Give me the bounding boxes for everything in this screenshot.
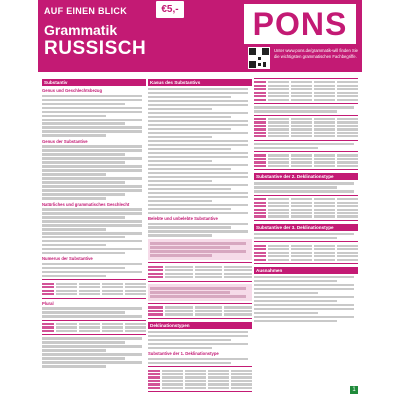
column-2 (148, 76, 252, 394)
subheading-genus-geschlechtsbezug: Genus und Geschlechtsbezug (42, 88, 103, 93)
header-band (38, 0, 362, 72)
section-kasus: Kasus des Substantivs (148, 79, 252, 86)
page-number-badge: 1 (350, 386, 358, 394)
paradigm-table-low (254, 151, 358, 170)
price-badge: €5,- (156, 1, 184, 18)
unbelebte-table (148, 303, 252, 319)
deklination-3-table (254, 241, 358, 264)
column-3 (254, 76, 358, 394)
numerus-table (42, 279, 146, 298)
title-russisch: RUSSISCH (44, 38, 147, 59)
section-deklinationstypen: Deklinationstypen (148, 322, 252, 329)
subheading-natuerliches-geschlecht: Natürliches und grammatisches Geschlecht (42, 201, 130, 207)
subheading-belebte: Belebte und unbelebte Substantive (148, 215, 218, 221)
kicker-text: AUF EINEN BLICK (44, 6, 127, 16)
section-substantiv: Substantiv (42, 79, 146, 86)
section-deklination-2: Substantive der 2. Deklinationstype (254, 173, 358, 180)
column-1 (42, 76, 146, 394)
qr-caption: Unter www.pons.de/grammatik-will finden Sie die wichtigsten grammatischen Fachbegriffe. (274, 48, 359, 59)
section-ausnahmen: Ausnahmen (254, 267, 358, 274)
deklination-2-table (254, 195, 358, 221)
unbelebte-info-box (148, 284, 252, 302)
title-grammatik: Grammatik (44, 22, 118, 38)
paradigm-table-top (254, 78, 358, 104)
belebte-info-box (148, 239, 252, 261)
pons-logo-box (244, 4, 356, 44)
section-deklination-3: Substantive der 3. Deklinationstype (254, 224, 358, 231)
subheading-deklination-1: Substantive der 1. Deklinationstype (148, 351, 219, 357)
deklination-1-table (148, 366, 252, 392)
pons-logo: PONS (252, 6, 348, 42)
belebte-table (148, 262, 252, 281)
subheading-plural: Plural (42, 300, 54, 306)
subheading-numerus: Numerus der Substantive (42, 256, 93, 262)
subheading-genus: Genus der Substantive (42, 138, 88, 144)
qr-code-icon (248, 47, 270, 69)
plural-table (42, 320, 146, 336)
paradigm-table-mid (254, 115, 358, 141)
grammar-sheet (38, 0, 362, 400)
